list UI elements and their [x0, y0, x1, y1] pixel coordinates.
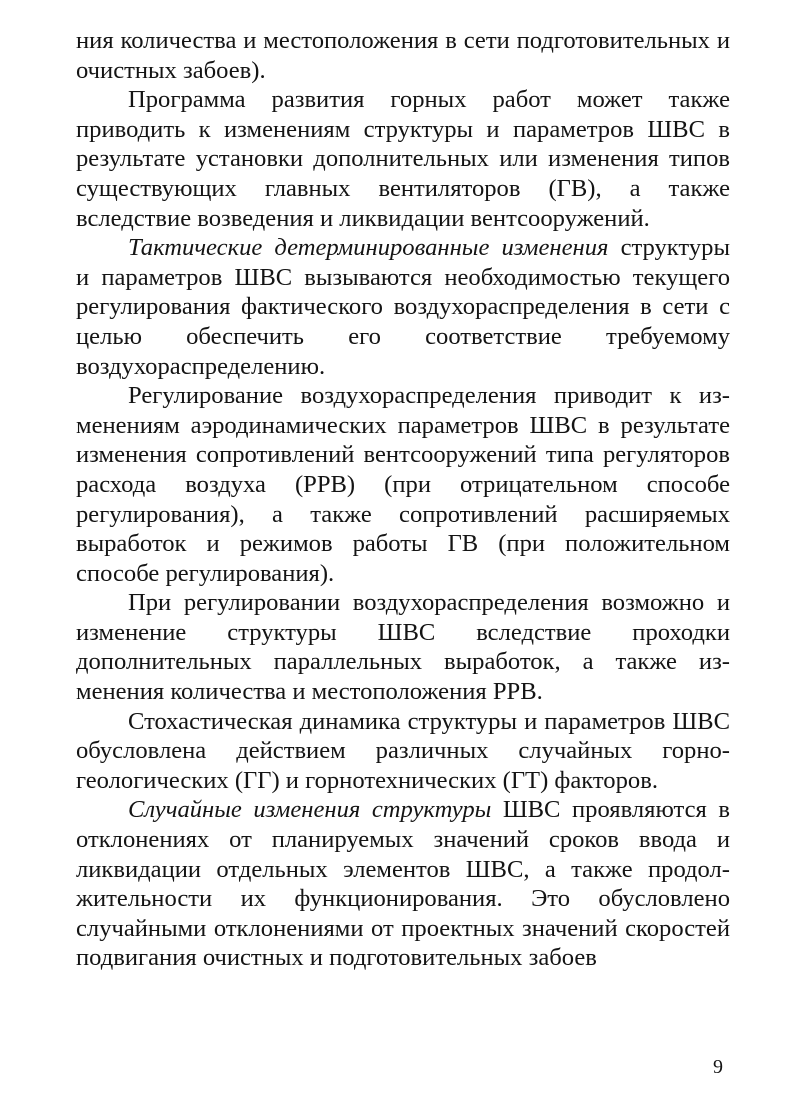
paragraph-text: ШВС проявляются в отклонениях от планируемых значений сроков ввода и ликвидации отдельных элементов ШВС, а также продолжительности их функционирования. Это обусловлено случайными отклонениями от проектных значений скоростей подвигания очистных и подготовительных забоев [76, 796, 730, 972]
italic-term-random: Случайные изменения структуры [128, 796, 492, 824]
paragraph-tactical-changes [76, 233, 730, 381]
paragraph-regulation-structure: При регулировании воздухораспределения возможно и изменение структуры ШВС вследствие проходки дополнительных параллельных выработок, а также изменения количества и местоположения РРВ. [76, 589, 730, 706]
paragraph-continuation: ния количества и местоположения в сети подготовительных и очистных забоев). [76, 27, 730, 84]
page-body [76, 26, 730, 973]
italic-term-tactical: Тактические детерминированные изменения [128, 234, 609, 262]
page-number: 9 [713, 1056, 723, 1078]
paragraph-mining-program: Программа развития горных работ может также приводить к изменениям структуры и параметров ШВС в результате установки дополнительных или изменения типов существующих главных вентиляторов (ГВ), а также вследствие возведения и ликвидации вентсооружений. [76, 86, 730, 232]
paragraph-text: структуры и параметров ШВС вызываются необходимостью текущего регулирования фактического воздухораспределения в сети с целью обеспечить его соответствие требуемому воздухораспределению. [76, 234, 730, 380]
paragraph-air-regulation: Регулирование воздухораспределения приводит к изменениям аэродинамических параметров ШВС в результате изменения сопротивлений вентсооружений типа регуляторов расхода воздуха (РРВ) (при отрицательном способе регулирования), а также сопротивлений расширяемых выработок и режимов работы ГВ (при положительном способе регулирования). [76, 382, 730, 587]
paragraph-stochastic-dynamics: Стохастическая динамика структуры и параметров ШВС обусловлена действием различных случайных горно-геологических (ГГ) и горнотехнических (ГТ) факторов. [76, 707, 730, 794]
paragraph-random-changes [76, 795, 730, 973]
